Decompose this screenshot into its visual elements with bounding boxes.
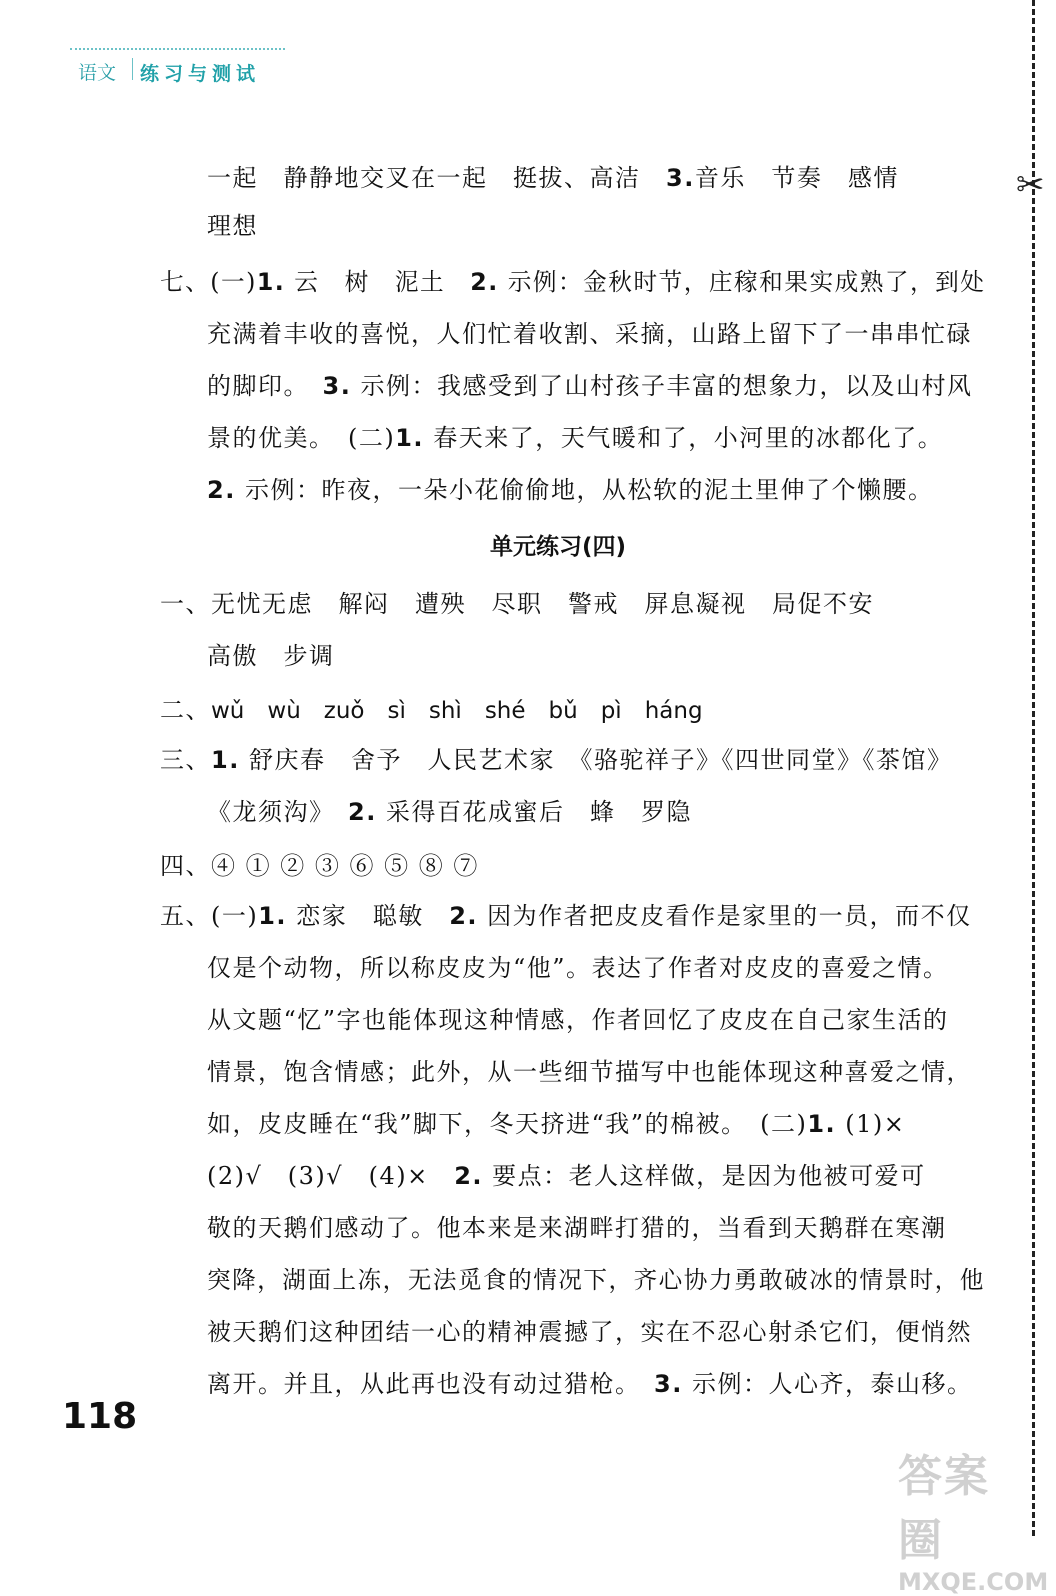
line-text: 情景，饱含情感；此外，从一些细节描写中也能体现这种喜爱之情， xyxy=(207,1058,972,1086)
text-line xyxy=(160,740,952,775)
line-text: 突降，湖面上冻，无法觅食的情况下，齐心协力勇敢破冰的情景时，他 xyxy=(207,1266,985,1294)
line-text: 如，皮皮睡在“我”脚下，冬天挤进“我”的棉被。 (二) xyxy=(207,1110,808,1138)
line-text: 因为作者把皮皮看作是家里的一员，而不仅 xyxy=(478,902,972,930)
line-text: 示例：金秋时节，庄稼和果实成熟了，到处 xyxy=(498,268,986,296)
item-number: 1. xyxy=(395,424,425,452)
cut-line xyxy=(1032,0,1035,1536)
text-line xyxy=(207,1312,972,1347)
item-number: 3. xyxy=(666,164,695,192)
line-text: 的脚印。 xyxy=(207,372,323,400)
line-text: 五、(一) xyxy=(160,902,259,930)
line-text: 一起 静静地交叉在一起 挺拔、高洁 xyxy=(207,164,666,192)
line-text: 示例：人心齐，泰山移。 xyxy=(682,1370,973,1398)
item-number: 2. xyxy=(207,476,236,504)
text-line xyxy=(207,1364,972,1399)
line-text: (1)× xyxy=(836,1110,906,1138)
text-line xyxy=(160,846,479,881)
line-text: 景的优美。 (二) xyxy=(207,424,396,452)
line-text: (2)√ (3)√ (4)× xyxy=(207,1162,455,1190)
watermark-url: MXQE.COM xyxy=(898,1568,1049,1596)
text-line xyxy=(207,366,972,401)
text-line xyxy=(160,896,972,931)
watermark-logo: 答案圈 xyxy=(898,1451,990,1566)
item-number: 2. xyxy=(449,902,479,930)
line-text: 三、 xyxy=(160,746,211,774)
scissors-icon: ✂ xyxy=(1016,165,1045,205)
line-text: 示例：我感受到了山村孩子丰富的想象力，以及山村风 xyxy=(351,372,973,400)
text-line xyxy=(207,206,258,241)
line-text: 高傲 步调 xyxy=(207,642,335,670)
item-number: 3. xyxy=(322,372,352,400)
text-line xyxy=(207,1104,905,1139)
text-line xyxy=(207,314,972,349)
line-text: 二、 xyxy=(160,696,211,724)
text-line xyxy=(207,418,943,453)
line-text: 被天鹅们这种团结一心的精神震撼了，实在不忍心射杀它们，便悄然 xyxy=(207,1318,972,1346)
item-number: 2. xyxy=(348,798,377,826)
pinyin-answers: wǔ wù zuǒ sì shì shé bǔ pì háng xyxy=(211,698,703,724)
text-line xyxy=(207,1260,985,1295)
line-text: 春天来了，天气暖和了，小河里的冰都化了。 xyxy=(424,424,944,452)
text-line xyxy=(160,690,703,725)
line-text: 《龙须沟》 xyxy=(207,798,348,826)
text-line xyxy=(207,470,933,505)
text-line xyxy=(207,158,899,193)
page-header xyxy=(70,48,285,86)
page-number: 118 xyxy=(62,1396,138,1437)
text-line xyxy=(207,1000,949,1035)
line-text: 仅是个动物，所以称皮皮为“他”。表达了作者对皮皮的喜爱之情。 xyxy=(207,954,949,982)
text-line xyxy=(207,636,335,671)
line-text: 四、④ ① ② ③ ⑥ ⑤ ⑧ ⑦ xyxy=(160,852,479,880)
text-line xyxy=(207,1156,926,1191)
section-title: 单元练习(四) xyxy=(489,534,627,560)
line-text: 云 树 泥土 xyxy=(285,268,471,296)
line-text: 离开。并且，从此再也没有动过猎枪。 xyxy=(207,1370,654,1398)
text-line xyxy=(160,584,874,619)
item-number: 2. xyxy=(470,268,499,296)
line-text: 一、无忧无虑 解闷 遭殃 尽职 警戒 屏息凝视 局促不安 xyxy=(160,590,874,618)
line-text: 音乐 节奏 感情 xyxy=(694,164,899,192)
text-line xyxy=(207,792,692,827)
item-number: 3. xyxy=(654,1370,683,1398)
line-text: 从文题“忆”字也能体现这种情感，作者回忆了皮皮在自己家生活的 xyxy=(207,1006,949,1034)
item-number: 2. xyxy=(454,1162,484,1190)
line-text: 舒庆春 舍予 人民艺术家 《骆驼祥子》《四世同堂》《茶馆》 xyxy=(239,746,953,774)
item-number: 1. xyxy=(807,1110,837,1138)
line-text: 充满着丰收的喜悦，人们忙着收割、采摘，山路上留下了一串串忙碌 xyxy=(207,320,972,348)
line-text: 恋家 聪敏 xyxy=(287,902,450,930)
line-text: 示例：昨夜，一朵小花偷偷地，从松软的泥土里伸了个懒腰。 xyxy=(235,476,934,504)
text-line xyxy=(207,948,949,983)
line-text: 采得百花成蜜后 蜂 罗隐 xyxy=(376,798,692,826)
text-line xyxy=(160,262,985,297)
line-text: 要点：老人这样做，是因为他被可爱可 xyxy=(483,1162,926,1190)
text-line xyxy=(207,1052,972,1087)
line-text: 理想 xyxy=(207,212,258,240)
header-title: 练习与测试 xyxy=(140,63,261,85)
item-number: 1. xyxy=(211,746,240,774)
watermark xyxy=(898,1440,1049,1596)
item-number: 1. xyxy=(258,902,288,930)
text-line xyxy=(207,1208,947,1243)
line-text: 七、(一) xyxy=(160,268,257,296)
item-number: 1. xyxy=(256,268,286,296)
line-text: 敬的天鹅们感动了。他本来是来湖畔打猎的，当看到天鹅群在寒潮 xyxy=(207,1214,947,1242)
header-subject: 语文 xyxy=(78,62,117,84)
header-divider xyxy=(132,58,133,80)
